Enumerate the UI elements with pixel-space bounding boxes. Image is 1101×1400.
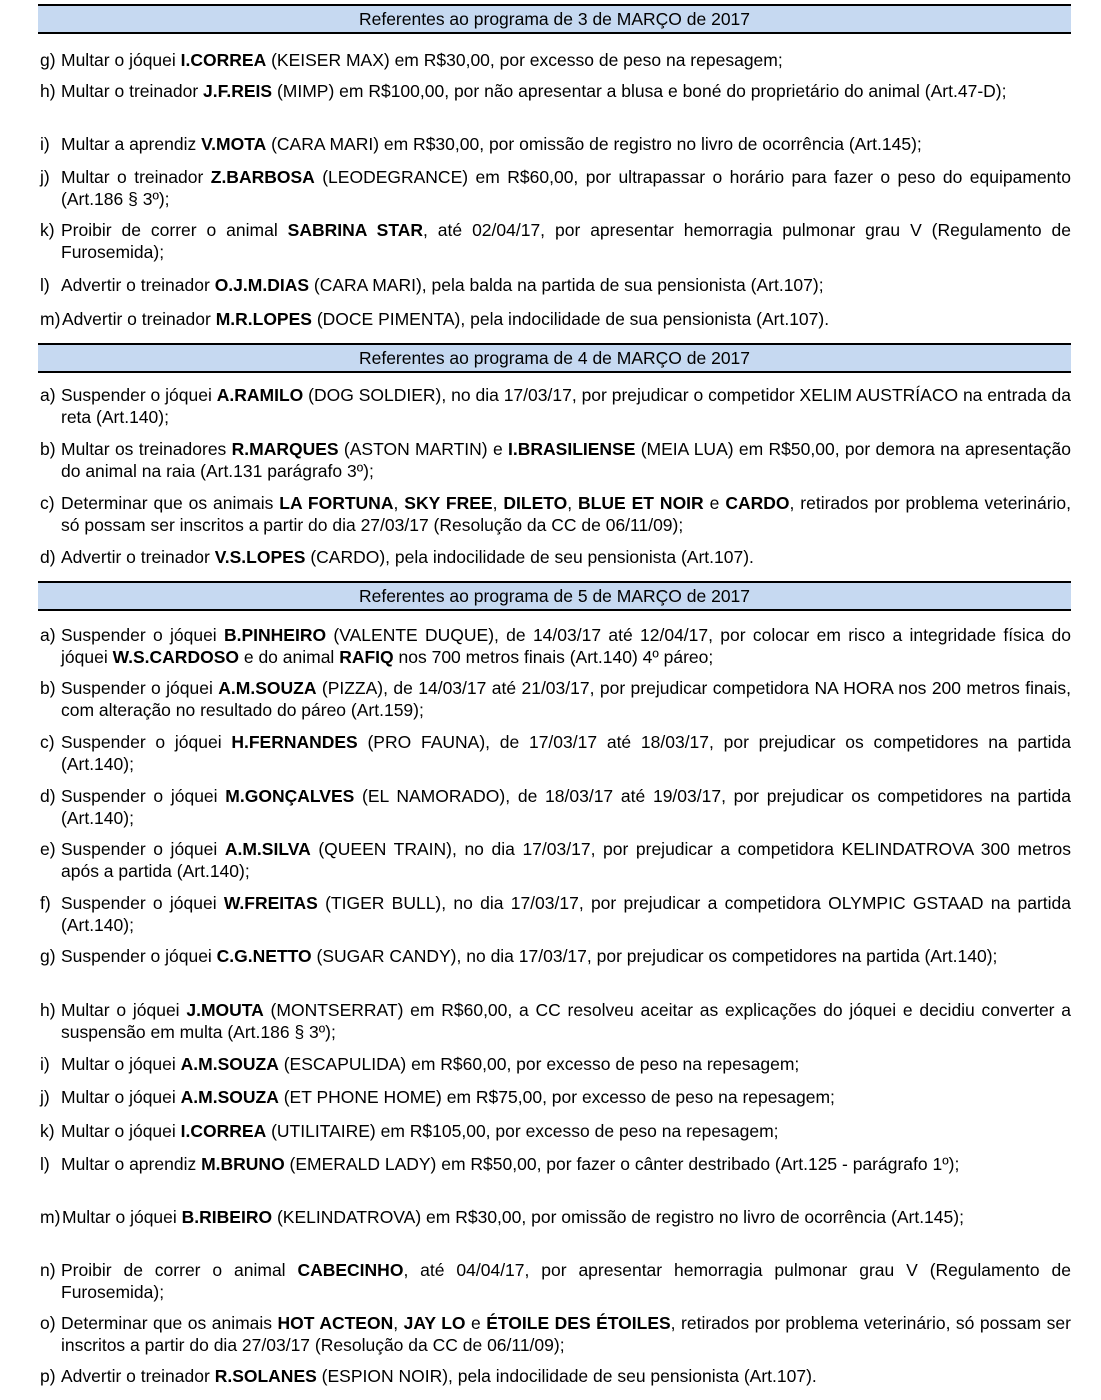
text-segment: Multar o jóquei — [61, 1054, 181, 1074]
bold-name: A.M.SOUZA — [180, 1087, 279, 1107]
bold-name: RAFIQ — [339, 647, 394, 667]
item-label: a) — [40, 385, 56, 405]
item-label: c) — [40, 732, 55, 752]
ruling-item — [40, 1153, 1071, 1175]
text-segment: Suspender o jóquei — [61, 893, 224, 913]
bold-name: JAY LO — [403, 1313, 466, 1333]
text-segment: , até 02/04/17, por apresentar hemorragia pulmonar grau V (Regulamento de Furosemida); — [61, 220, 1071, 262]
bold-name: W.S.CARDOSO — [112, 647, 239, 667]
item-label: k) — [40, 1121, 55, 1141]
text-segment: Multar o jóquei — [61, 1000, 187, 1020]
ruling-item — [40, 1120, 1071, 1142]
text-segment: Advertir o treinador — [62, 309, 216, 329]
item-text — [40, 1086, 1071, 1108]
text-segment: (EL NAMORADO), de 18/03/17 até 19/03/17, por prejudicar os competidores na partida (Art.140); — [61, 786, 1072, 828]
text-segment: (QUEEN TRAIN), no dia 17/03/17, por prejudicar a competidora KELINDATROVA 300 metros após a partida (Art.140); — [61, 839, 1072, 881]
ruling-item — [40, 1053, 1071, 1075]
ruling-item — [40, 785, 1071, 829]
bold-name: V.MOTA — [201, 134, 267, 154]
text-segment: (ESPION NOIR), pela indocilidade de seu pensionista (Art.107). — [316, 1366, 817, 1386]
ruling-item — [40, 1365, 1071, 1387]
item-label: j) — [40, 1087, 50, 1107]
text-segment: Multar os treinadores — [61, 439, 232, 459]
item-text — [40, 1312, 1071, 1356]
text-segment: (PRO FAUNA), de 17/03/17 até 18/03/17, por prejudicar os competidores na partida (Art.140); — [61, 732, 1072, 774]
text-segment: (DOG SOLDIER), no dia 17/03/17, por prejudicar o competidor XELIM AUSTRÍACO na entrada da reta (Art.140); — [61, 385, 1071, 427]
bold-name: A.M.SILVA — [224, 839, 311, 859]
item-text — [40, 384, 1071, 428]
text-segment: Suspender o jóquei — [61, 385, 217, 405]
text-segment: (MONTSERRAT) em R$60,00, a CC resolveu aceitar as explicações do jóquei e decidiu converter a suspensão em multa (Art.186 § 3º); — [61, 1000, 1071, 1042]
text-segment: (CARDO), pela indocilidade de seu pensionista (Art.107). — [305, 547, 754, 567]
bold-name: O.J.M.DIAS — [214, 275, 310, 295]
bold-name: Z.BARBOSA — [210, 167, 315, 187]
item-label: b) — [40, 678, 56, 698]
item-label: f) — [40, 893, 51, 913]
text-segment: , — [393, 1313, 404, 1333]
bold-name: V.S.LOPES — [214, 547, 306, 567]
item-label: g) — [40, 946, 56, 966]
text-segment: (PIZZA), de 14/03/17 até 21/03/17, por prejudicar competidora NA HORA nos 200 metros finais, com alteração no resultado do páreo (Art.159); — [61, 678, 1072, 720]
text-segment: Advertir o treinador — [61, 1366, 215, 1386]
text-segment: Determinar que os animais — [61, 1313, 278, 1333]
text-segment: (VALENTE DUQUE), de 14/03/17 até 12/04/17, por colocar em risco a integridade física do jóquei — [61, 625, 1072, 667]
item-text — [40, 838, 1071, 882]
item-label: c) — [40, 493, 55, 513]
item-text — [40, 892, 1071, 936]
text-segment: Multar o jóquei — [61, 1121, 181, 1141]
bold-name: R.MARQUES — [231, 439, 339, 459]
text-segment: (UTILITAIRE) em R$105,00, por excesso de peso na repesagem; — [266, 1121, 779, 1141]
item-text — [40, 1259, 1071, 1303]
item-label: b) — [40, 439, 56, 459]
text-segment: Suspender o jóquei — [61, 786, 226, 806]
text-segment: Determinar que os animais — [61, 493, 280, 513]
text-segment: (EMERALD LADY) em R$50,00, por fazer o cânter destribado (Art.125 - parágrafo 1º); — [284, 1154, 960, 1174]
section-header: Referentes ao programa de 5 de MARÇO de 2017 — [38, 581, 1071, 611]
item-text — [40, 1120, 1071, 1142]
text-segment: nos 700 metros finais (Art.140) 4º páreo; — [393, 647, 714, 667]
text-segment: , retirados por problema veterinário, só possam ser inscritos a partir do dia 27/03/17 (Resolução da CC de 06/11/09); — [61, 493, 1072, 535]
bold-name: LA FORTUNA — [279, 493, 394, 513]
text-segment: (ET PHONE HOME) em R$75,00, por excesso de peso na repesagem; — [278, 1087, 835, 1107]
bold-name: H.FERNANDES — [231, 732, 358, 752]
ruling-item — [40, 384, 1071, 428]
text-segment: Proibir de correr o animal — [61, 220, 288, 240]
ruling-item — [40, 677, 1071, 721]
item-label: e) — [40, 839, 56, 859]
text-segment: Suspender o jóquei — [61, 678, 219, 698]
ruling-item — [40, 133, 1071, 155]
bold-name: A.RAMILO — [216, 385, 304, 405]
text-segment: Suspender o jóquei — [61, 946, 217, 966]
ruling-item — [40, 492, 1071, 536]
text-segment: Multar o jóquei — [61, 1087, 181, 1107]
item-text — [40, 492, 1071, 536]
text-segment: e do animal — [238, 647, 340, 667]
item-text — [40, 219, 1071, 263]
bold-name: C.G.NETTO — [216, 946, 312, 966]
bold-name: B.PINHEIRO — [224, 625, 327, 645]
item-text — [40, 1053, 1071, 1075]
item-label: a) — [40, 625, 56, 645]
item-text — [40, 1153, 1071, 1175]
bold-name: A.M.SOUZA — [218, 678, 317, 698]
text-segment: , retirados por problema veterinário, só possam ser inscritos a partir do dia 27/03/17 (Resolução da CC de 06/11/09); — [61, 1313, 1071, 1355]
ruling-item — [40, 838, 1071, 882]
item-text — [40, 1206, 1071, 1228]
bold-name: ÉTOILE DES ÉTOILES — [486, 1313, 671, 1333]
text-segment: (ESCAPULIDA) em R$60,00, por excesso de peso na repesagem; — [278, 1054, 800, 1074]
text-segment: (LEODEGRANCE) em R$60,00, por ultrapassar o horário para fazer o peso do equipamento (Art.186 § 3º); — [61, 167, 1072, 209]
item-label: h) — [40, 81, 56, 101]
text-segment: Multar o jóquei — [61, 50, 181, 70]
bold-name: SKY FREE — [404, 493, 493, 513]
bold-name: J.F.REIS — [203, 81, 273, 101]
item-text — [40, 1365, 1071, 1387]
text-segment: , até 04/04/17, por apresentar hemorragia pulmonar grau V (Regulamento de Furosemida); — [61, 1260, 1071, 1302]
item-text — [40, 166, 1071, 210]
item-label: n) — [40, 1260, 56, 1280]
ruling-item — [40, 1086, 1071, 1108]
ruling-item — [40, 1312, 1071, 1356]
item-text — [40, 133, 1071, 155]
text-segment: Suspender o jóquei — [61, 625, 224, 645]
bold-name: M.GONÇALVES — [225, 786, 355, 806]
item-label: l) — [40, 275, 50, 295]
item-text — [40, 677, 1071, 721]
item-text — [40, 80, 1071, 102]
text-segment: e — [465, 1313, 487, 1333]
item-label: o) — [40, 1313, 56, 1333]
item-text — [40, 308, 1071, 330]
item-label: k) — [40, 220, 55, 240]
ruling-item — [40, 308, 1071, 330]
item-text — [40, 785, 1071, 829]
bold-name: I.CORREA — [180, 50, 267, 70]
text-segment: (SUGAR CANDY), no dia 17/03/17, por prejudicar os competidores na partida (Art.140); — [311, 946, 998, 966]
item-text — [40, 731, 1071, 775]
bold-name: W.FREITAS — [223, 893, 318, 913]
ruling-item — [40, 49, 1071, 71]
ruling-item — [40, 999, 1071, 1043]
ruling-item — [40, 945, 1071, 967]
text-segment: (DOCE PIMENTA), pela indocilidade de sua pensionista (Art.107). — [311, 309, 830, 329]
ruling-item — [40, 438, 1071, 482]
text-segment: Proibir de correr o animal — [61, 1260, 298, 1280]
item-label: i) — [40, 1054, 50, 1074]
text-segment: Multar o aprendiz — [61, 1154, 202, 1174]
bold-name: HOT ACTEON — [277, 1313, 394, 1333]
bold-name: M.BRUNO — [201, 1154, 285, 1174]
item-label: p) — [40, 1366, 56, 1386]
ruling-item — [40, 892, 1071, 936]
bold-name: DILETO — [503, 493, 568, 513]
text-segment: Multar o treinador — [61, 167, 211, 187]
item-label: d) — [40, 547, 56, 567]
bold-name: I.BRASILIENSE — [508, 439, 636, 459]
bold-name: CARDO — [725, 493, 790, 513]
ruling-item — [40, 546, 1071, 568]
ruling-item — [40, 731, 1071, 775]
ruling-item — [40, 166, 1071, 210]
bold-name: A.M.SOUZA — [180, 1054, 279, 1074]
text-segment: Advertir o treinador — [61, 547, 215, 567]
bold-name: J.MOUTA — [186, 1000, 264, 1020]
item-text — [40, 274, 1071, 296]
section-header: Referentes ao programa de 3 de MARÇO de 2017 — [38, 4, 1071, 34]
text-segment: (MIMP) em R$100,00, por não apresentar a blusa e boné do proprietário do animal (Art.47-D); — [272, 81, 1007, 101]
item-text — [40, 624, 1071, 668]
text-segment: Multar o jóquei — [62, 1207, 182, 1227]
text-segment: (MEIA LUA) em R$50,00, por demora na apresentação do animal na raia (Art.131 parágrafo 3º); — [61, 439, 1071, 481]
item-text — [40, 546, 1071, 568]
item-text — [40, 49, 1071, 71]
text-segment: Multar o treinador — [61, 81, 204, 101]
text-segment: Suspender o jóquei — [61, 732, 232, 752]
item-label: i) — [40, 134, 50, 154]
item-label: l) — [40, 1154, 50, 1174]
text-segment: e — [703, 493, 726, 513]
item-text — [40, 438, 1071, 482]
text-segment: (ASTON MARTIN) e — [338, 439, 509, 459]
item-label: m) — [40, 1207, 61, 1227]
ruling-item — [40, 274, 1071, 296]
item-label: j) — [40, 167, 50, 187]
item-text — [40, 945, 1071, 967]
text-segment: Advertir o treinador — [61, 275, 215, 295]
bold-name: SABRINA STAR — [287, 220, 424, 240]
text-segment: , — [393, 493, 405, 513]
text-segment: Suspender o jóquei — [61, 839, 225, 859]
bold-name: CABECINHO — [297, 1260, 404, 1280]
item-label: g) — [40, 50, 56, 70]
item-text — [40, 999, 1071, 1043]
ruling-item — [40, 1206, 1071, 1228]
bold-name: BLUE ET NOIR — [578, 493, 704, 513]
item-label: d) — [40, 786, 56, 806]
section-header: Referentes ao programa de 4 de MARÇO de 2017 — [38, 343, 1071, 373]
text-segment: (KELINDATROVA) em R$30,00, por omissão de registro no livro de ocorrência (Art.145); — [272, 1207, 964, 1227]
ruling-item — [40, 624, 1071, 668]
text-segment: , — [567, 493, 579, 513]
text-segment: (TIGER BULL), no dia 17/03/17, por prejudicar a competidora OLYMPIC GSTAAD na partida (Art.140); — [61, 893, 1072, 935]
text-segment: Multar a aprendiz — [61, 134, 202, 154]
bold-name: I.CORREA — [180, 1121, 267, 1141]
bold-name: R.SOLANES — [214, 1366, 317, 1386]
text-segment: (CARA MARI) em R$30,00, por omissão de registro no livro de ocorrência (Art.145); — [266, 134, 922, 154]
item-label: h) — [40, 1000, 56, 1020]
text-segment: (KEISER MAX) em R$30,00, por excesso de peso na repesagem; — [266, 50, 783, 70]
bold-name: M.R.LOPES — [215, 309, 312, 329]
ruling-item — [40, 219, 1071, 263]
ruling-item — [40, 80, 1071, 102]
bold-name: B.RIBEIRO — [181, 1207, 273, 1227]
text-segment: , — [492, 493, 504, 513]
item-label: m) — [40, 309, 61, 329]
ruling-item — [40, 1259, 1071, 1303]
text-segment: (CARA MARI), pela balda na partida de sua pensionista (Art.107); — [309, 275, 824, 295]
